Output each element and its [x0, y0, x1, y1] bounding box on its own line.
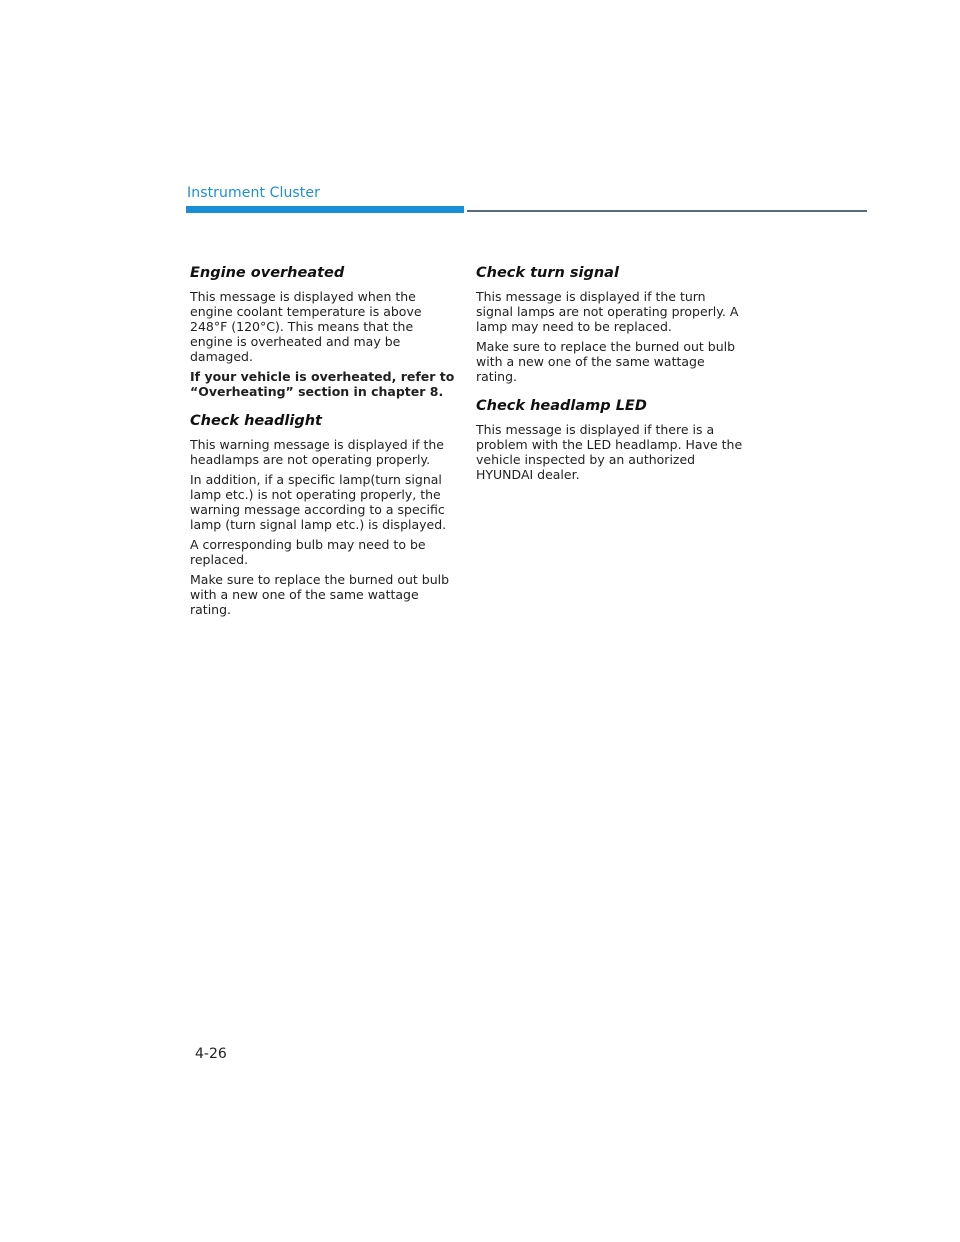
- section-title: Check headlight: [190, 413, 322, 429]
- paragraph: A corresponding bulb may need to be replaced.: [190, 537, 426, 567]
- section-title: Check turn signal: [476, 265, 619, 281]
- right-column: [476, 263, 744, 487]
- paragraph: In addition, if a specific lamp(turn signal lamp etc.) is not operating properly, the warning message according to a specific lamp (turn signal lamp etc.) is displayed.: [190, 472, 447, 532]
- paragraph-emphasis: If your vehicle is overheated, refer to “Overheating” section in chapter 8.: [190, 369, 455, 399]
- paragraph: This message is displayed if there is a problem with the LED headlamp. Have the vehicle inspected by an authorized HYUNDAI dealer.: [476, 422, 743, 482]
- header-accent-bar: [186, 206, 464, 213]
- paragraph: This message is displayed when the engine coolant temperature is above 248°F (120°C). This means that the engine is overheated and may be damaged.: [190, 289, 422, 364]
- chapter-title: Instrument Cluster: [187, 185, 320, 201]
- paragraph: Make sure to replace the burned out bulb with a new one of the same wattage rating.: [476, 339, 736, 384]
- page-number: 4-26: [195, 1046, 227, 1062]
- section-title: Engine overheated: [190, 265, 345, 281]
- section-engine-overheated: [190, 263, 458, 399]
- section-check-headlamp-led: [476, 396, 744, 482]
- paragraph: This message is displayed if the turn signal lamps are not operating properly. A lamp may need to be replaced.: [476, 289, 739, 334]
- header-rule: [467, 210, 867, 212]
- paragraph: This warning message is displayed if the headlamps are not operating properly.: [190, 437, 444, 467]
- section-check-headlight: [190, 411, 458, 617]
- left-column: [190, 263, 458, 622]
- paragraph: Make sure to replace the burned out bulb with a new one of the same wattage rating.: [190, 572, 450, 617]
- section-check-turn-signal: [476, 263, 744, 384]
- section-title: Check headlamp LED: [476, 398, 647, 414]
